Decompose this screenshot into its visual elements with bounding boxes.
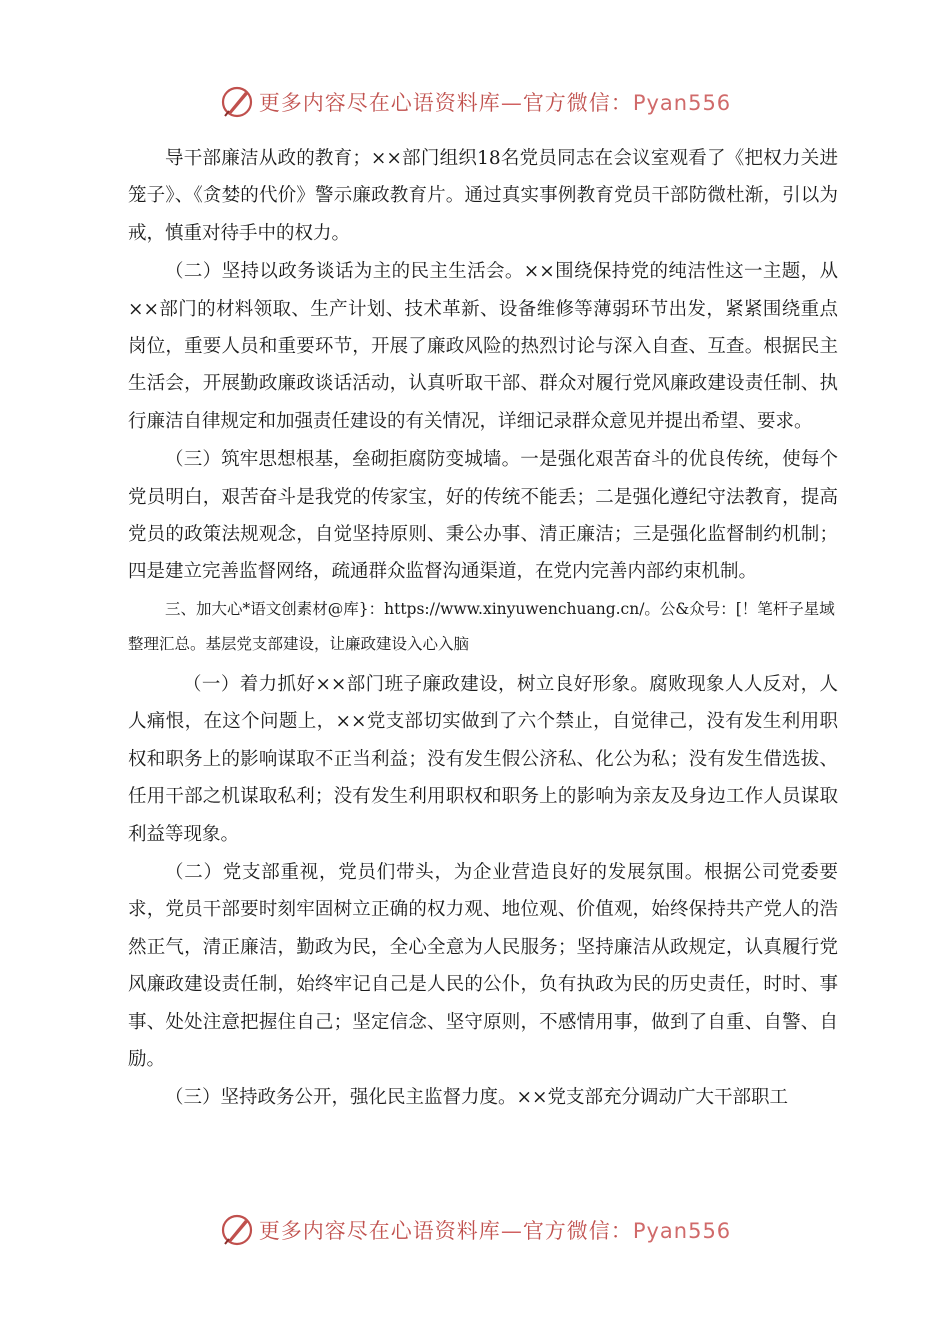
quill-logo-icon xyxy=(219,1212,255,1248)
banner-site-name: 更多内容尽在心语资料库 xyxy=(258,91,501,115)
section-heading-line: 整理汇总。基层党支部建设，让廉政建设入心入脑 xyxy=(128,634,470,653)
footer-banner xyxy=(0,1208,950,1252)
banner-site-name: 更多内容尽在心语资料库 xyxy=(258,1219,501,1243)
banner-wechat-id: Pyan556 xyxy=(632,1219,732,1243)
banner-text xyxy=(259,1215,731,1245)
document-body xyxy=(128,140,838,1117)
paragraph: （三）坚持政务公开，强化民主监督力度。××党支部充分调动广大干部职工 xyxy=(165,1087,789,1109)
banner-label: 官方微信： xyxy=(522,91,633,115)
header-banner xyxy=(0,80,950,124)
paragraph: 导干部廉洁从政的教育；××部门组织18名党员同志在会议室观看了《把权力关进笼子》、《贪婪的代价》警示廉政教育片。通过真实事例教育党员干部防微杜渐，引以为戒，慎重对待手中的权力。 xyxy=(128,148,838,244)
paragraph: （三）筑牢思想根基，垒砌拒腐防变城墙。一是强化艰苦奋斗的优良传统，使每个党员明白，艰苦奋斗是我党的传家宝，好的传统不能丢；二是强化遵纪守法教育，提高党员的政策法规观念，自觉坚持原则、秉公办事、清正廉洁；三是强化监督制约机制；四是建立完善监督网络，疏通群众监督沟通渠道，在党内完善内部约束机制。 xyxy=(128,449,838,583)
banner-separator: — xyxy=(500,91,523,115)
banner-text xyxy=(259,87,731,117)
banner-label: 官方微信： xyxy=(522,1219,633,1243)
banner-separator: — xyxy=(500,1219,523,1243)
quill-logo-icon xyxy=(219,84,255,120)
paragraph: （二）党支部重视，党员们带头，为企业营造良好的发展氛围。根据公司党委要求，党员干部要时刻牢固树立正确的权力观、地位观、价值观，始终保持共产党人的浩然正气，清正廉洁，勤政为民，全心全意为人民服务；坚持廉洁从政规定，认真履行党风廉政建设责任制，始终牢记自己是人民的公仆，负有执政为民的历史责任，时时、事事、处处注意把握住自己；坚定信念、坚守原则，不感情用事，做到了自重、自警、自励。 xyxy=(128,861,838,1070)
banner-wechat-id: Pyan556 xyxy=(632,91,732,115)
section-heading-line: 三、加大心*语文创素材@库}：https://www.xinyuwenchuang.cn/。公&众号：[！笔杆子星域 xyxy=(165,599,835,618)
paragraph: （二）坚持以政务谈话为主的民主生活会。××围绕保持党的纯洁性这一主题，从××部门的材料领取、生产计划、技术革新、设备维修等薄弱环节出发，紧紧围绕重点岗位，重要人员和重要环节，开展了廉政风险的热烈讨论与深入自查、互查。根据民主生活会，开展勤政廉政谈话活动，认真听取干部、群众对履行党风廉政建设责任制、执行廉洁自律规定和加强责任建设的有关情况，详细记录群众意见并提出希望、要求。 xyxy=(128,261,838,432)
paragraph: （一）着力抓好××部门班子廉政建设，树立良好形象。腐败现象人人反对，人人痛恨，在这个问题上，××党支部切实做到了六个禁止，自觉律己，没有发生利用职权和职务上的影响谋取不正当利益；没有发生假公济私、化公为私；没有发生借选拔、任用干部之机谋取私利；没有发生利用职权和职务上的影响为亲友及身边工作人员谋取利益等现象。 xyxy=(128,673,838,845)
